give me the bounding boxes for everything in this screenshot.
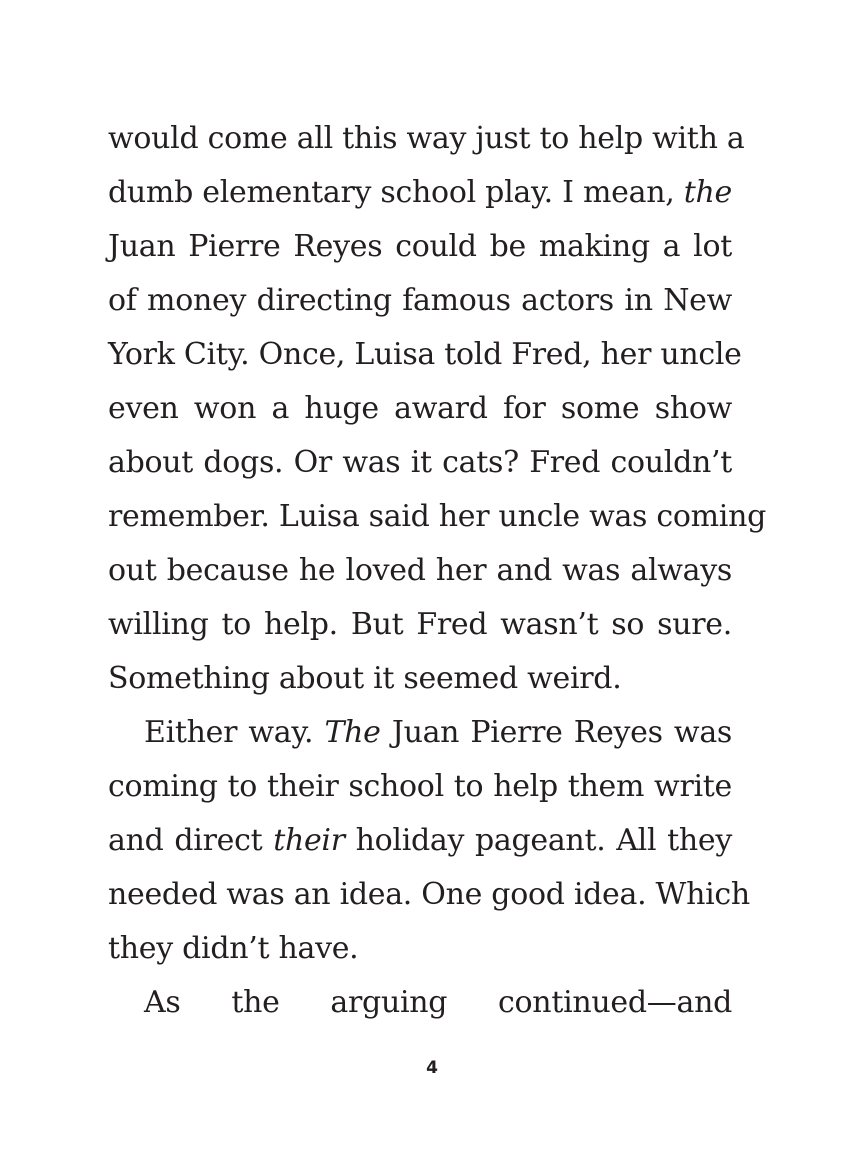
text-run: York City. Once, Luisa told Fred, her uncle (108, 337, 742, 372)
text-run: needed was an idea. One good idea. Which (108, 877, 750, 912)
text-run: Something about it seemed weird. (108, 661, 622, 696)
italic-text: the (683, 175, 732, 210)
text-line (108, 868, 750, 922)
text-run: coming to their school to help them write (108, 769, 732, 804)
text-line (108, 814, 732, 868)
text-line (108, 274, 732, 328)
text-run: holiday pageant. All they (344, 823, 732, 858)
text-run: and direct (108, 823, 274, 858)
text-run: about dogs. Or was it cats? Fred couldn’t (108, 445, 732, 480)
text-line (108, 544, 732, 598)
paragraph (108, 976, 732, 1030)
paragraph (108, 706, 750, 976)
text-run: of money directing famous actors in New (108, 283, 732, 318)
text-line (108, 220, 732, 274)
text-line (108, 490, 766, 544)
text-line (108, 652, 732, 706)
text-line (108, 382, 732, 436)
text-line (108, 598, 732, 652)
text-run: Juan Pierre Reyes was (380, 715, 732, 750)
text-run: would come all this way just to help with a (108, 121, 745, 156)
text-run: willing to help. But Fred wasn’t so sure. (108, 607, 732, 642)
text-line (108, 436, 732, 490)
page-number: 4 (426, 1058, 438, 1078)
italic-text: The (324, 715, 381, 750)
text-run: even won a huge award for some show (108, 391, 732, 426)
text-line (108, 328, 742, 382)
text-run: dumb elementary school play. I mean, (108, 175, 684, 210)
text-run: Juan Pierre Reyes could be making a lot (108, 229, 732, 264)
text-line (108, 166, 732, 220)
text-line (108, 112, 745, 166)
body-text (108, 112, 766, 1030)
text-line (108, 706, 732, 760)
text-line (108, 976, 732, 1030)
text-line (108, 760, 732, 814)
text-run: As the arguing continued—and (144, 985, 732, 1020)
paragraph (108, 112, 766, 706)
text-run: they didn’t have. (108, 931, 359, 966)
text-run: out because he loved her and was always (108, 553, 732, 588)
text-run: Either way. (144, 715, 325, 750)
text-run: remember. Luisa said her uncle was coming (108, 499, 766, 534)
italic-text: their (273, 823, 345, 858)
text-line (108, 922, 732, 976)
